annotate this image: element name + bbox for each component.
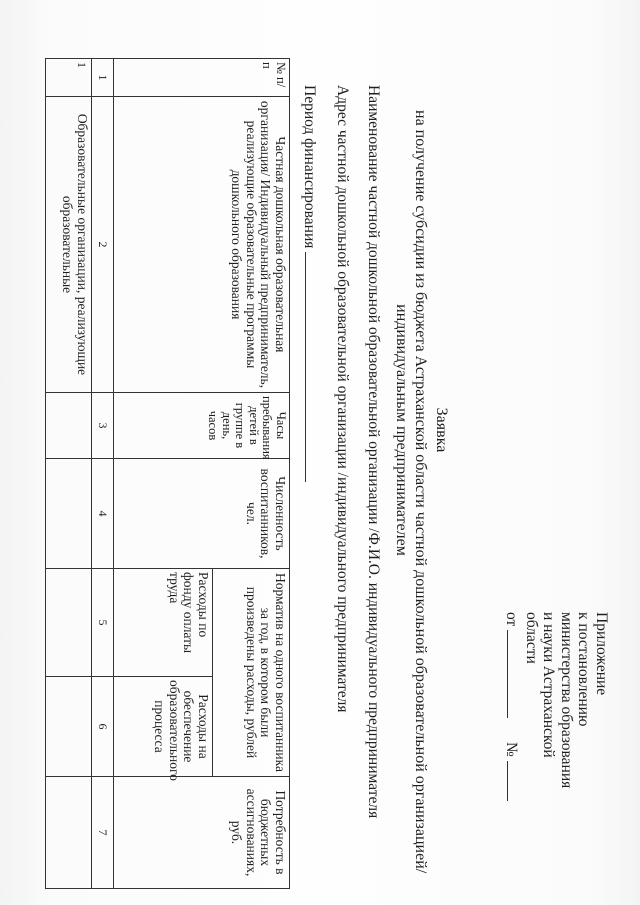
row-cell-education[interactable] bbox=[46, 677, 92, 777]
name-field-label: Наименование частной дошкольной образовательной организации /Ф.И.О. индивидуального предпринимателя bbox=[365, 85, 382, 819]
appendix-date-line bbox=[503, 612, 523, 862]
row-cell-hours[interactable] bbox=[46, 393, 92, 459]
period-field bbox=[300, 85, 320, 482]
header-hours: Часы пребывания детей в группе в день, часов bbox=[114, 393, 290, 459]
column-number: 1 bbox=[92, 59, 114, 97]
appendix-line: и науки Астраханской bbox=[540, 612, 558, 758]
table-row bbox=[46, 59, 92, 889]
header-norm: Норматив на одного воспитанника за год, в котором были произведены расходы, рублей bbox=[213, 569, 290, 777]
appendix-line: к постановлению bbox=[575, 612, 593, 727]
column-number: 7 bbox=[92, 777, 114, 889]
number-blank[interactable] bbox=[508, 761, 523, 801]
row-organization-name: Образовательные организации, реализующие образовательные bbox=[46, 97, 92, 393]
form-heading: Заявка bbox=[433, 407, 450, 453]
number-label: № bbox=[503, 741, 521, 757]
address-field-label: Адрес частной дошкольной образовательной организации /индивидуального предпринимателя bbox=[334, 85, 351, 713]
header-payroll-costs: Расходы по фонду оплаты труда bbox=[114, 569, 213, 677]
form-title-line2: индивидуальным предпринимателем bbox=[393, 304, 410, 556]
row-cell-children[interactable] bbox=[46, 459, 92, 569]
row-cell-budget[interactable] bbox=[46, 777, 92, 889]
column-number: 6 bbox=[92, 677, 114, 777]
appendix-block bbox=[503, 612, 610, 862]
header-education-costs: Расходы на обеспечение образовательного процесса bbox=[114, 677, 213, 777]
column-number: 5 bbox=[92, 569, 114, 677]
appendix-line: области bbox=[523, 612, 540, 664]
date-blank[interactable] bbox=[508, 630, 523, 718]
appendix-line: Приложение bbox=[593, 612, 610, 696]
form-title-line1: на получение субсидии из бюджета Астраханской области частной дошкольной образовательной организацией/ bbox=[412, 110, 429, 874]
column-number: 2 bbox=[92, 97, 114, 393]
header-num: № п/п bbox=[114, 59, 290, 97]
period-blank[interactable] bbox=[305, 252, 320, 482]
header-children-count: Численность воспитанников, чел. bbox=[114, 459, 290, 569]
row-num: 1 bbox=[46, 59, 92, 97]
header-organization: Частная дошкольная образовательная организация/ Индивидуальный предприниматель, реализующие образовательные программы дошкольного образования bbox=[114, 97, 290, 393]
row-cell-payroll[interactable] bbox=[46, 569, 92, 677]
appendix-line: министерства образования bbox=[558, 612, 575, 789]
from-label: от bbox=[503, 612, 521, 627]
period-field-label: Период финансирования bbox=[301, 85, 318, 249]
column-number: 4 bbox=[92, 459, 114, 569]
subsidy-table bbox=[45, 58, 290, 889]
column-number: 3 bbox=[92, 393, 114, 459]
header-budget-need: Потребность в бюджетных ассигнованиях, руб. bbox=[114, 777, 290, 889]
